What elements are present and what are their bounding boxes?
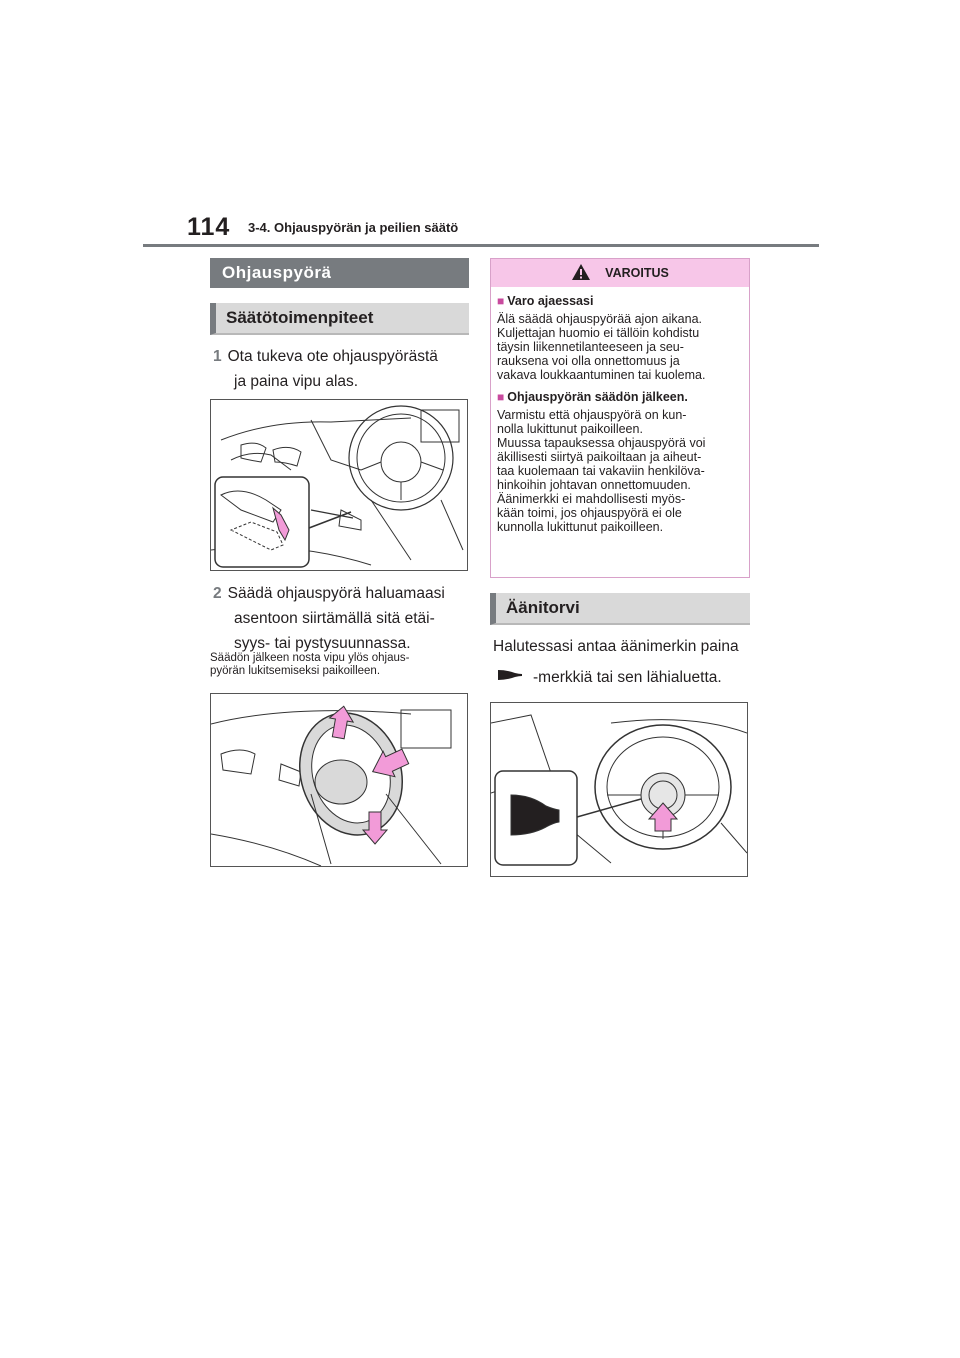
step-2-line2: asentoon siirtämällä sitä etäi- <box>234 610 435 627</box>
step-2 <box>213 581 473 656</box>
horn-text-line2: -merkkiä tai sen lähialuetta. <box>533 669 722 686</box>
adjust-note <box>210 652 472 678</box>
warning-header <box>491 259 749 287</box>
horn-icon <box>497 665 523 690</box>
note-line2: pyörän lukitsemiseksi paikoilleen. <box>210 665 381 677</box>
step-1-number: 1 <box>213 348 222 365</box>
header-divider <box>143 244 819 247</box>
wheel-adjust-illustration <box>210 693 468 867</box>
warning-item1-heading: ■ Varo ajaessasi <box>497 294 594 308</box>
warning-item1-text: Älä säädä ohjauspyörää ajon aikana. Kuljettajan huomio ei tällöin kohdistu täysin liikennetilanteeseen ja seu- rauksena voi olla onnettomuus ja vakava loukkaantuminen tai kuolema. <box>497 312 706 382</box>
warning-box <box>490 258 750 578</box>
horn-heading: Äänitorvi <box>490 593 750 625</box>
step-1-line1: Ota tukeva ote ohjauspyörästä <box>227 348 438 365</box>
page-number: 114 <box>187 213 231 241</box>
step-1 <box>213 344 473 394</box>
step-2-number: 2 <box>213 585 222 602</box>
horn-text-row2 <box>497 665 759 690</box>
horn-text <box>493 634 755 659</box>
step-2-line1: Säädä ohjauspyörä haluamaasi <box>227 585 445 602</box>
sub-heading: Säätötoimenpiteet <box>210 303 469 335</box>
horn-text-line1: Halutessasi antaa äänimerkin paina <box>493 638 739 655</box>
step-1-line2: ja paina vipu alas. <box>234 373 359 390</box>
lever-illustration <box>210 399 468 571</box>
horn-illustration <box>490 702 748 877</box>
warning-triangle-icon <box>571 263 591 284</box>
section-title: 3-4. Ohjauspyörän ja peilien säätö <box>248 220 459 235</box>
note-line1: Säädön jälkeen nosta vipu ylös ohjaus- <box>210 652 410 664</box>
main-heading: Ohjauspyörä <box>210 258 469 288</box>
warning-item2-heading: ■ Ohjauspyörän säädön jälkeen. <box>497 390 688 404</box>
step-2-line3: syys- tai pystysuunnassa. <box>234 635 411 652</box>
warning-title: VAROITUS <box>605 266 669 280</box>
warning-item2-text: Varmistu että ohjauspyörä on kun- nolla lukittunut paikoilleen. Muussa tapauksessa ohjauspyörä voi äkillisesti siirtyä paikoiltaan ja aiheut- taa kuolemaan tai vakaviin henkilöva- hinkoihin johtavan onnettomuuden. Äänimerkki ei mahdollisesti myös- kään toimi, jos ohjauspyörä ei ole kunnolla lukittunut paikoilleen. <box>497 408 706 534</box>
